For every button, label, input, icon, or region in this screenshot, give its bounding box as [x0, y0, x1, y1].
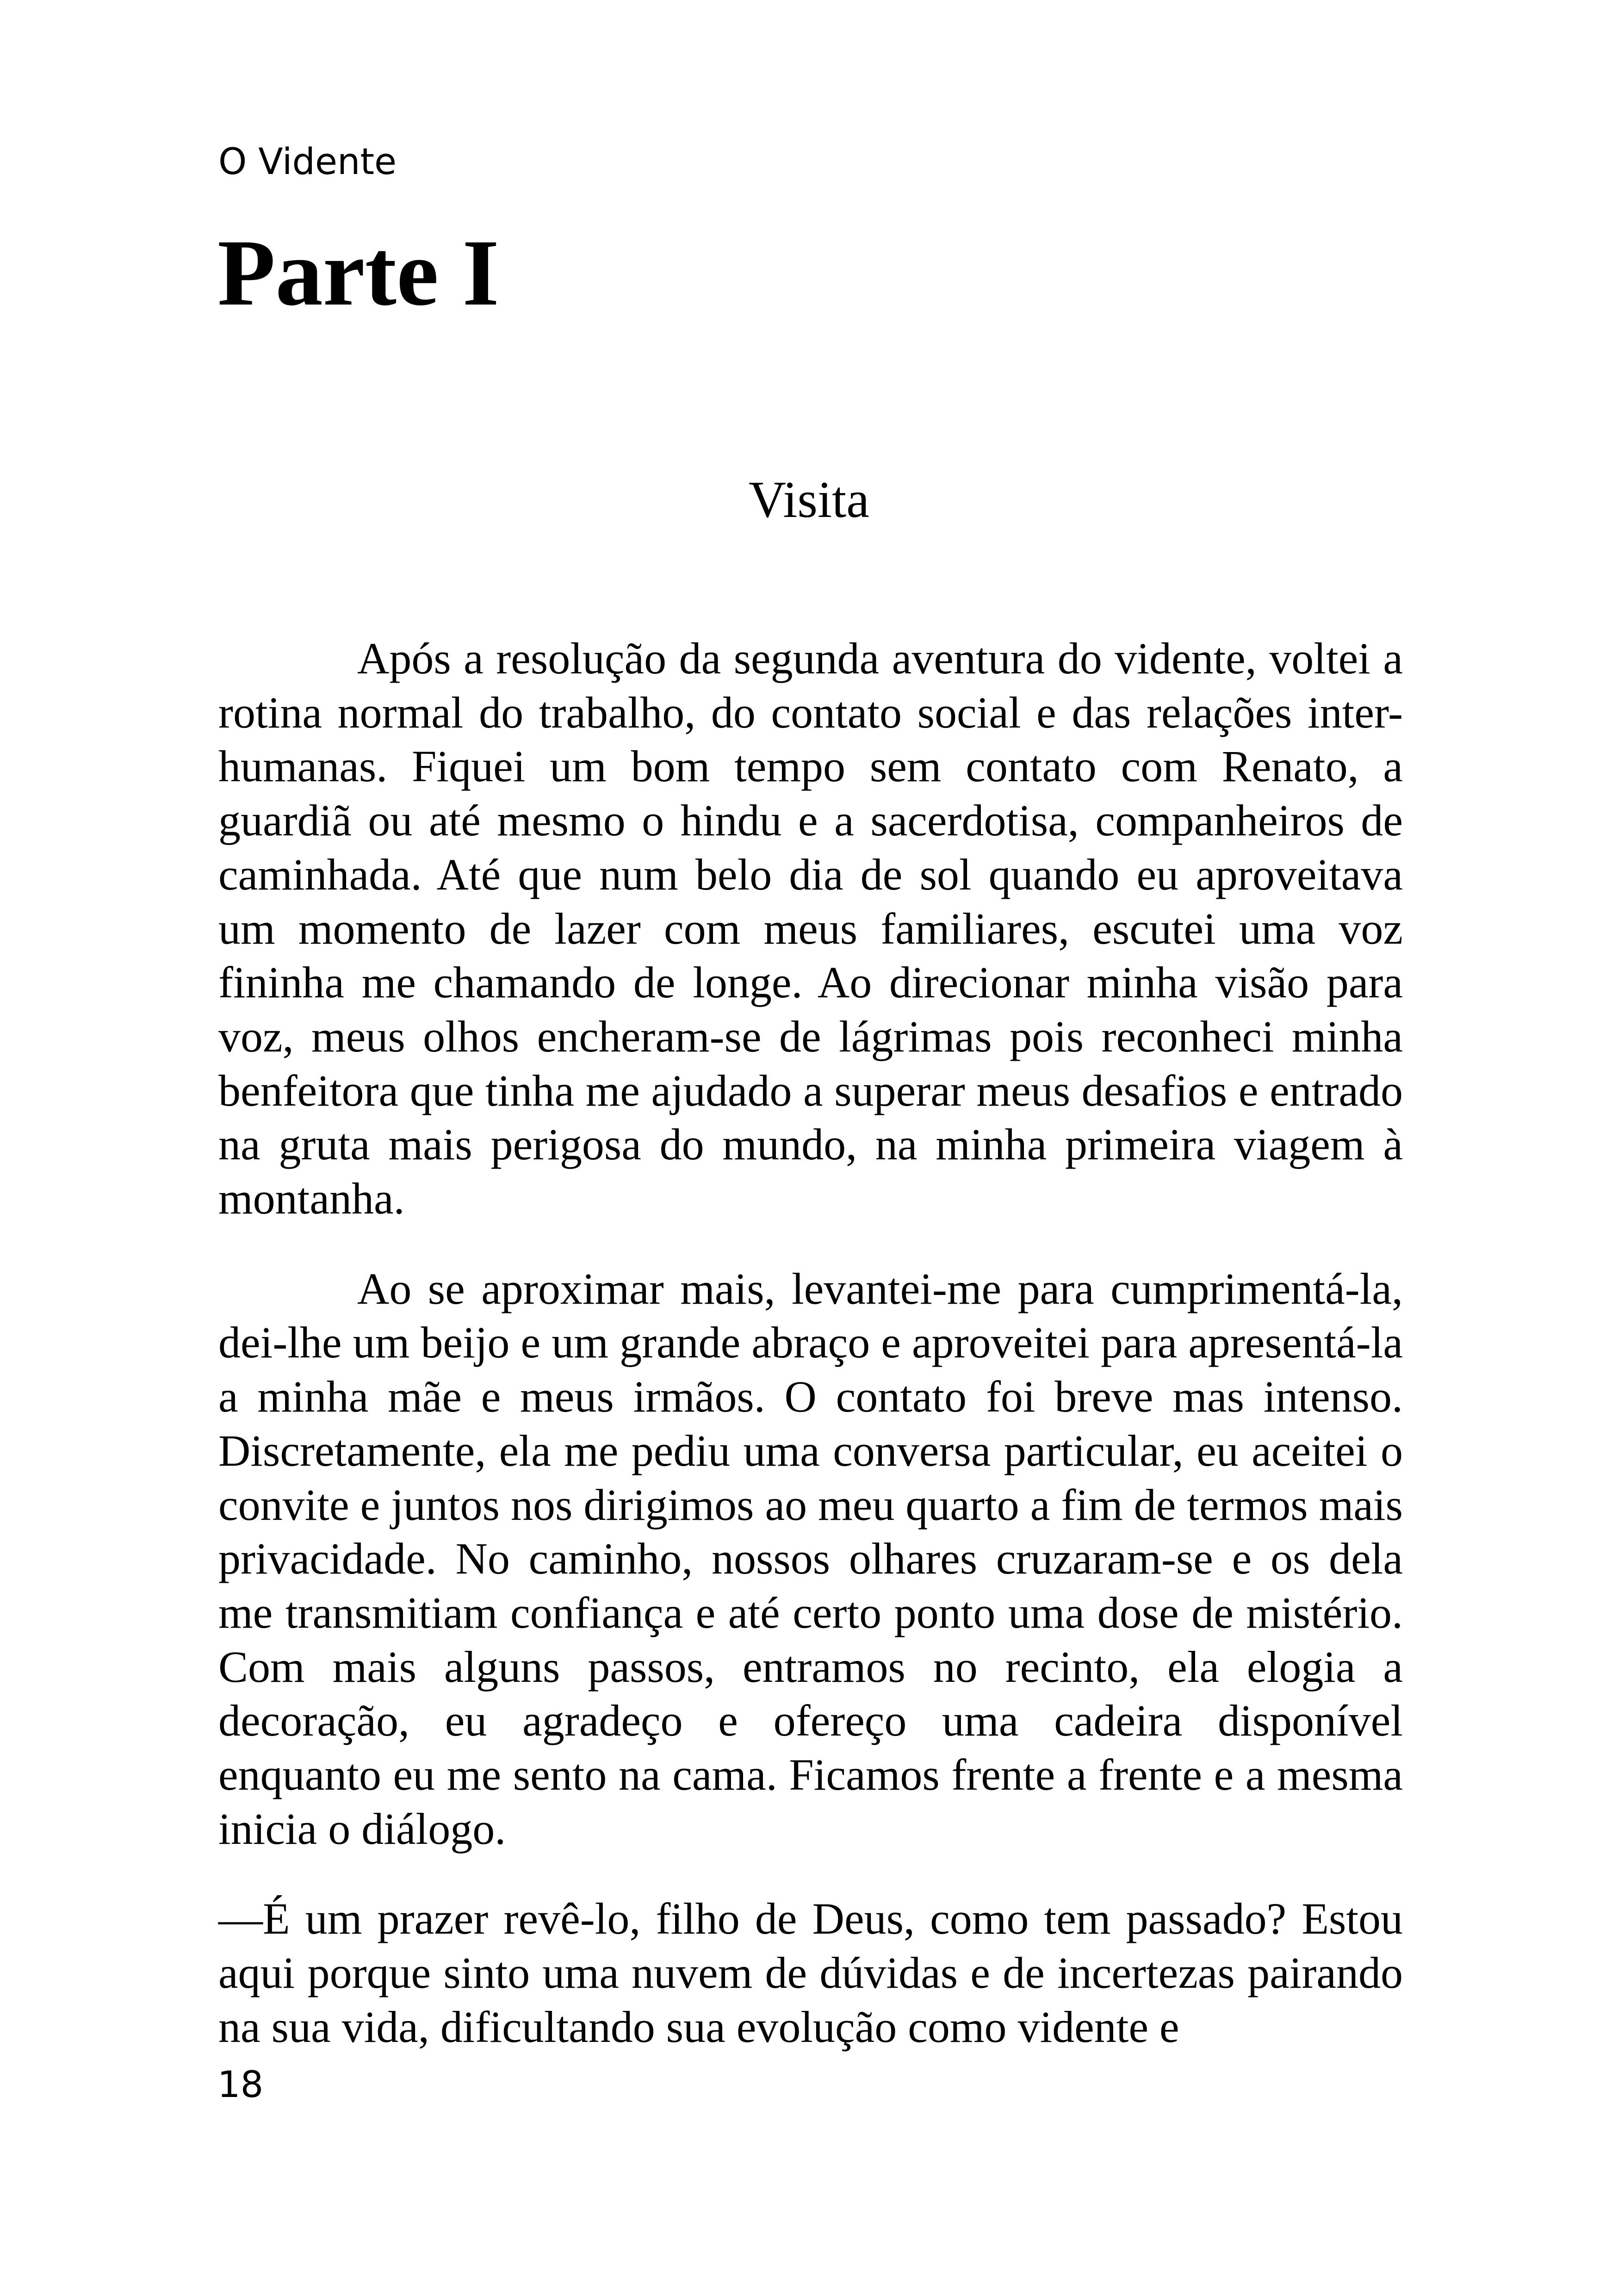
paragraph: Ao se aproximar mais, levantei-me para cumprimentá-la, dei-lhe um beijo e um grande abraço e aproveitei para apresentá-la a minha mãe e meus irmãos. O contato foi breve mas intenso. Discretamente, ela me pediu uma conversa particular, eu aceitei o convite e juntos nos dirigimos ao meu quarto a fim de termos mais privacidade. No caminho, nossos olhares cruzaram-se e os dela me transmitiam confiança e até certo ponto uma dose de mistério. Com mais alguns passos, entramos no recinto, ela elogia a decoração, eu agradeço e ofereço uma cadeira disponível enquanto eu me sento na cama. Ficamos frente a frente e a mesma inicia o diálogo. — [218, 1263, 1403, 1854]
part-title: Parte I — [217, 220, 499, 325]
page-number: 18 — [217, 2064, 264, 2106]
chapter-title: Visita — [749, 471, 869, 529]
body-text — [218, 632, 1403, 2091]
dialogue-paragraph: —É um prazer revê-lo, filho de Deus, como tem passado? Estou aqui porque sinto uma nuvem de dúvidas e de incertezas pairando na sua vida, dificultando sua evolução como vidente e — [218, 1894, 1403, 2052]
running-header: O Vidente — [218, 141, 397, 183]
paragraph: Após a resolução da segunda aventura do vidente, voltei a rotina normal do trabalho, do contato social e das relações inter-humanas. Fiquei um bom tempo sem contato com Renato, a guardiã ou até mesmo o hindu e a sacerdotisa, companheiros de caminhada. Até que num belo dia de sol quando eu aproveitava um momento de lazer com meus familiares, escutei uma voz fininha me chamando de longe. Ao direcionar minha visão para voz, meus olhos encheram-se de lágrimas pois reconheci minha benfeitora que tinha me ajudado a superar meus desafios e entrado na gruta mais perigosa do mundo, na minha primeira viagem à montanha. — [218, 634, 1403, 1224]
